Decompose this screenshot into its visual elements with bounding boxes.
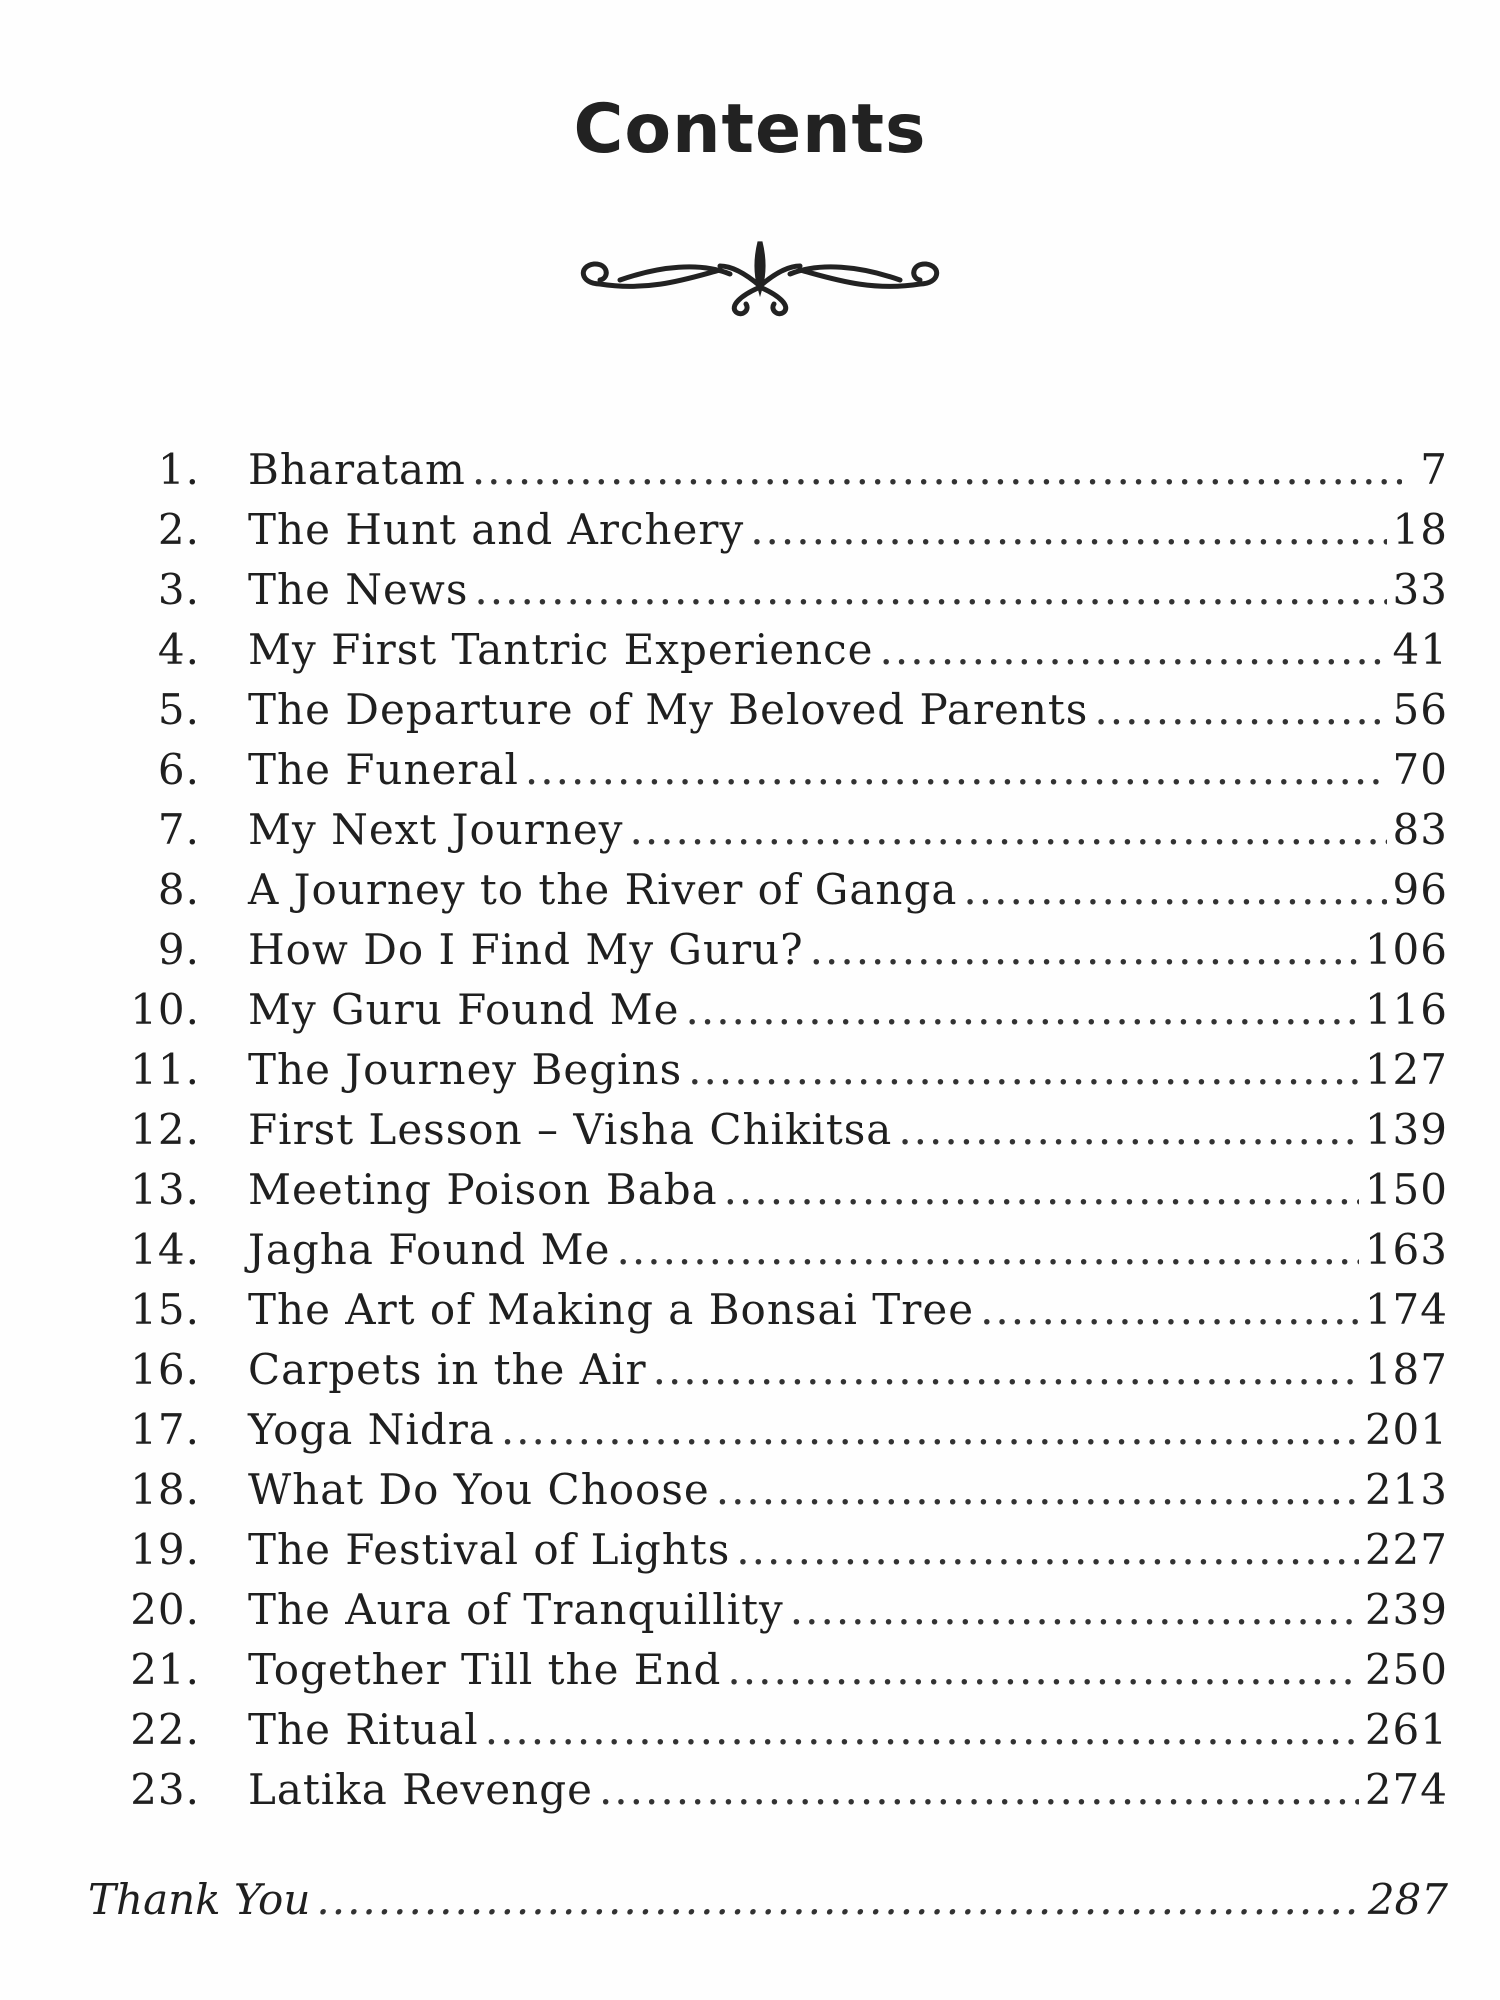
dot-leader bbox=[485, 1700, 1359, 1760]
chapter-number: 3. bbox=[157, 565, 200, 614]
chapter-title: Carpets in the Air bbox=[248, 1345, 647, 1394]
chapter-number: 9. bbox=[157, 925, 200, 974]
toc-entry[interactable] bbox=[88, 1040, 1448, 1100]
page-number: 41 bbox=[1392, 625, 1448, 674]
chapter-number: 18. bbox=[130, 1465, 200, 1514]
toc-entry-thank-you[interactable] bbox=[88, 1870, 1448, 1930]
toc-entry[interactable] bbox=[88, 1400, 1448, 1460]
closing-title: Thank You bbox=[88, 1875, 311, 1924]
chapter-number: 7. bbox=[157, 805, 200, 854]
page-number: 213 bbox=[1364, 1465, 1448, 1514]
chapter-title: The Hunt and Archery bbox=[248, 505, 745, 554]
chapter-title: My Guru Found Me bbox=[248, 985, 680, 1034]
dot-leader bbox=[472, 440, 1402, 500]
dot-leader bbox=[688, 1040, 1359, 1100]
toc-entry[interactable] bbox=[88, 560, 1448, 620]
toc-entry[interactable] bbox=[88, 1340, 1448, 1400]
dot-leader bbox=[724, 1160, 1359, 1220]
chapter-number: 17. bbox=[130, 1405, 200, 1454]
page-number: 7 bbox=[1420, 445, 1448, 494]
dot-leader bbox=[736, 1520, 1359, 1580]
chapter-title: The Festival of Lights bbox=[248, 1525, 731, 1574]
chapter-number: 8. bbox=[157, 865, 200, 914]
page-number: 174 bbox=[1364, 1285, 1448, 1334]
toc-entry[interactable] bbox=[88, 920, 1448, 980]
page-number: 96 bbox=[1392, 865, 1448, 914]
dot-leader bbox=[980, 1280, 1359, 1340]
chapter-title: The Funeral bbox=[248, 745, 519, 794]
chapter-number: 22. bbox=[130, 1705, 200, 1754]
dot-leader bbox=[790, 1580, 1359, 1640]
page-number: 139 bbox=[1364, 1105, 1448, 1154]
chapter-title: The Journey Begins bbox=[248, 1045, 683, 1094]
toc-entry[interactable] bbox=[88, 620, 1448, 680]
toc-entry[interactable] bbox=[88, 1700, 1448, 1760]
chapter-number: 5. bbox=[157, 685, 200, 734]
chapter-title: Meeting Poison Baba bbox=[248, 1165, 718, 1214]
flourish-divider-icon bbox=[560, 222, 960, 322]
dot-leader bbox=[501, 1400, 1359, 1460]
chapter-title: First Lesson – Visha Chikitsa bbox=[248, 1105, 893, 1154]
chapter-number: 21. bbox=[130, 1645, 200, 1694]
toc-entry[interactable] bbox=[88, 1160, 1448, 1220]
chapter-title: My First Tantric Experience bbox=[248, 625, 874, 674]
dot-leader bbox=[750, 500, 1386, 560]
dot-leader bbox=[810, 920, 1359, 980]
chapter-title: Yoga Nidra bbox=[248, 1405, 495, 1454]
page-number: 106 bbox=[1364, 925, 1448, 974]
page-number: 227 bbox=[1364, 1525, 1448, 1574]
chapter-number: 12. bbox=[130, 1105, 200, 1154]
chapter-title: The Art of Making a Bonsai Tree bbox=[248, 1285, 975, 1334]
chapter-number: 1. bbox=[157, 445, 200, 494]
page-number: 274 bbox=[1364, 1765, 1448, 1814]
toc-entry[interactable] bbox=[88, 1760, 1448, 1820]
chapter-number: 11. bbox=[130, 1045, 200, 1094]
dot-leader bbox=[474, 560, 1386, 620]
dot-leader bbox=[963, 860, 1386, 920]
page-title: Contents bbox=[573, 90, 927, 169]
toc-entry[interactable] bbox=[88, 800, 1448, 860]
toc-entry[interactable] bbox=[88, 1460, 1448, 1520]
toc-entry[interactable] bbox=[88, 980, 1448, 1040]
page-number: 239 bbox=[1364, 1585, 1448, 1634]
page-number: 56 bbox=[1392, 685, 1448, 734]
toc-entry[interactable] bbox=[88, 440, 1448, 500]
chapter-number: 6. bbox=[157, 745, 200, 794]
toc-entry[interactable] bbox=[88, 500, 1448, 560]
chapter-number: 15. bbox=[130, 1285, 200, 1334]
page-number: 70 bbox=[1392, 745, 1448, 794]
chapter-number: 14. bbox=[130, 1225, 200, 1274]
toc-entry[interactable] bbox=[88, 1580, 1448, 1640]
chapter-title: A Journey to the River of Ganga bbox=[248, 865, 958, 914]
toc-entry[interactable] bbox=[88, 860, 1448, 920]
chapter-title: Bharatam bbox=[248, 445, 466, 494]
page-number: 150 bbox=[1364, 1165, 1448, 1214]
page-number: 127 bbox=[1364, 1045, 1448, 1094]
chapter-number: 2. bbox=[157, 505, 200, 554]
dot-leader bbox=[1094, 680, 1386, 740]
toc-entry[interactable] bbox=[88, 1640, 1448, 1700]
chapter-title: What Do You Choose bbox=[248, 1465, 710, 1514]
dot-leader bbox=[898, 1100, 1359, 1160]
page-number: 83 bbox=[1392, 805, 1448, 854]
page-number: 18 bbox=[1392, 505, 1448, 554]
dot-leader bbox=[686, 980, 1359, 1040]
page-number: 287 bbox=[1367, 1875, 1448, 1924]
dot-leader bbox=[599, 1760, 1359, 1820]
page-number: 187 bbox=[1364, 1345, 1448, 1394]
chapter-title: The Ritual bbox=[248, 1705, 479, 1754]
dot-leader bbox=[653, 1340, 1359, 1400]
chapter-number: 23. bbox=[130, 1765, 200, 1814]
chapter-number: 19. bbox=[130, 1525, 200, 1574]
toc-entry[interactable] bbox=[88, 680, 1448, 740]
toc-entry[interactable] bbox=[88, 1220, 1448, 1280]
chapter-title: How Do I Find My Guru? bbox=[248, 925, 804, 974]
chapter-title: Jagha Found Me bbox=[248, 1225, 611, 1274]
chapter-title: My Next Journey bbox=[248, 805, 624, 854]
chapter-number: 4. bbox=[157, 625, 200, 674]
chapter-number: 13. bbox=[130, 1165, 200, 1214]
chapter-title: Latika Revenge bbox=[248, 1765, 593, 1814]
toc-entry[interactable] bbox=[88, 1100, 1448, 1160]
dot-leader bbox=[525, 740, 1387, 800]
dot-leader bbox=[727, 1640, 1358, 1700]
page-number: 201 bbox=[1364, 1405, 1448, 1454]
page-number: 33 bbox=[1392, 565, 1448, 614]
dot-leader bbox=[617, 1220, 1359, 1280]
chapter-title: The News bbox=[248, 565, 469, 614]
table-of-contents bbox=[88, 440, 1448, 1820]
page-number: 163 bbox=[1364, 1225, 1448, 1274]
toc-entry[interactable] bbox=[88, 1280, 1448, 1340]
toc-entry[interactable] bbox=[88, 1520, 1448, 1580]
dot-leader bbox=[716, 1460, 1359, 1520]
dot-leader bbox=[316, 1870, 1361, 1930]
chapter-number: 16. bbox=[130, 1345, 200, 1394]
chapter-title: The Departure of My Beloved Parents bbox=[248, 685, 1089, 734]
chapter-number: 20. bbox=[130, 1585, 200, 1634]
chapter-title: The Aura of Tranquillity bbox=[248, 1585, 784, 1634]
dot-leader bbox=[880, 620, 1387, 680]
chapter-number: 10. bbox=[130, 985, 200, 1034]
toc-entry[interactable] bbox=[88, 740, 1448, 800]
chapter-title: Together Till the End bbox=[248, 1645, 722, 1694]
page-number: 261 bbox=[1364, 1705, 1448, 1754]
dot-leader bbox=[630, 800, 1387, 860]
page-number: 250 bbox=[1364, 1645, 1448, 1694]
page-number: 116 bbox=[1364, 985, 1448, 1034]
